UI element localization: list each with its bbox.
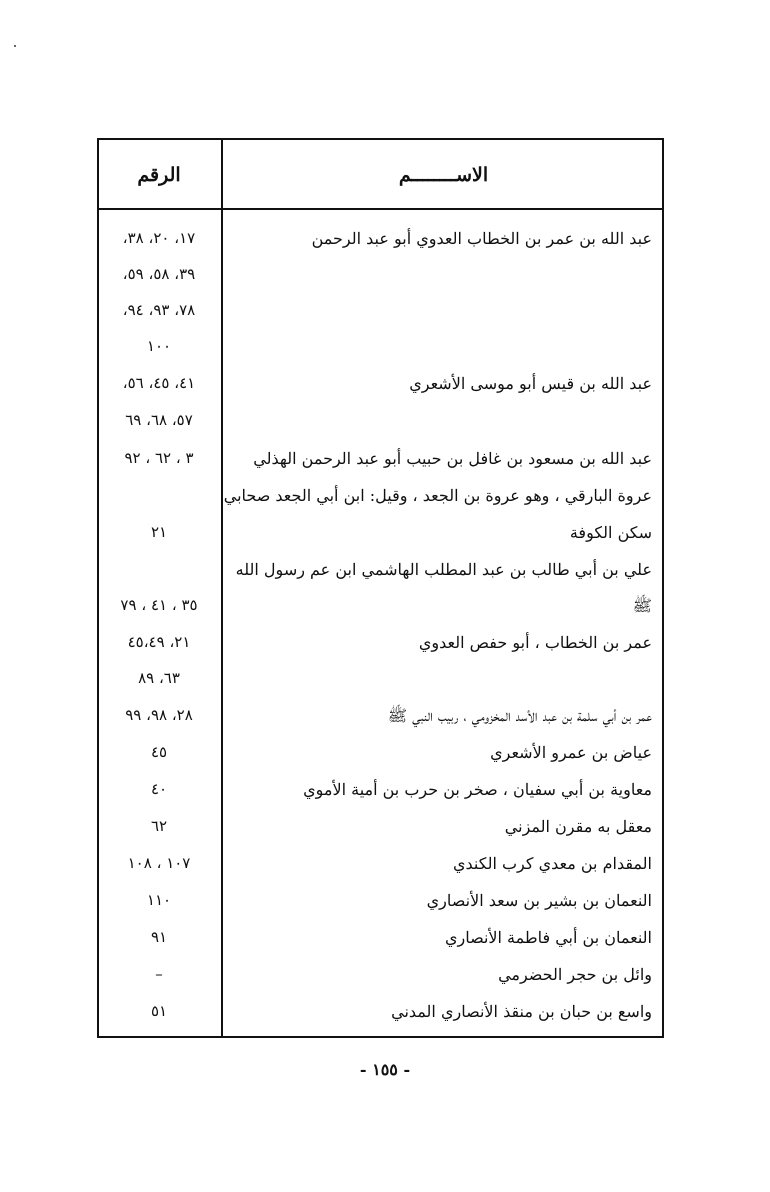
entry-number: ٢١ (150, 523, 168, 541)
entry-number: ١٠٧ ، ١٠٨ (127, 854, 191, 872)
entry-name (224, 292, 652, 329)
entry-name: عبد الله بن قيس أبو موسى الأشعري (409, 374, 652, 393)
entry-number: ٤٥ (150, 743, 168, 761)
entry-name: عبد الله بن مسعود بن غافل بن حبيب أبو عبد الرحمن الهذلي (253, 449, 652, 468)
entry-name: عياض بن عمرو الأشعري (490, 743, 652, 762)
entry-name: علي بن أبي طالب بن عبد المطلب الهاشمي ابن عم رسول الله (235, 560, 652, 579)
entry-name: عمر بن أبي سلمة بن عبد الأسد المخزومي ، ربيب النبي ﷺ (387, 706, 652, 725)
entry-name: معقل به مقرن المزني (504, 817, 652, 836)
entry-number: ٥٧، ٦٨، ٦٩ (125, 411, 193, 429)
entry-number: ٣٩، ٥٨، ٥٩، (122, 265, 196, 283)
entry-name: النعمان بن بشير بن سعد الأنصاري (426, 891, 652, 910)
entry-number: ٢١، ٤٥،٤٩ (127, 633, 191, 651)
entry-name: عبد الله بن عمر بن الخطاب العدوي أبو عبد الرحمن (311, 229, 652, 248)
entry-name: عروة البارقي ، وهو عروة بن الجعد ، وقيل: ابن أبي الجعد صحابي (224, 486, 652, 505)
entry-number: ١١٠ (146, 891, 172, 909)
entry-number: ١٠٠ (146, 337, 172, 355)
entry-name (224, 328, 652, 365)
entry-name (224, 256, 652, 293)
entry-name: معاوية بن أبي سفيان ، صخر بن حرب بن أمية الأموي (303, 780, 652, 799)
entry-number: ٢٨، ٩٨، ٩٩ (125, 706, 193, 724)
entry-name: وائل بن حجر الحضرمي (498, 965, 652, 984)
column-divider (221, 138, 223, 1038)
entry-name: النعمان بن أبي فاطمة الأنصاري (444, 928, 652, 947)
entry-name: ﷺ (632, 596, 652, 615)
entry-number: ٦٣، ٨٩ (138, 669, 180, 687)
entry-number: ٩١ (150, 928, 168, 946)
entry-number: ١٧، ٢٠، ٣٨، (122, 229, 196, 247)
entry-number: ٤٠ (150, 780, 168, 798)
entry-number: ٣ ، ٦٢ ، ٩٢ (124, 449, 194, 467)
entry-name: المقدام بن معدي كرب الكندي (452, 854, 652, 873)
entry-name: واسع بن حبان بن منقذ الأنصاري المدني (391, 1002, 652, 1021)
entry-name (224, 660, 652, 697)
entry-name (224, 402, 652, 439)
header-divider (97, 208, 664, 210)
entry-number: ٧٨، ٩٣، ٩٤، (122, 301, 196, 319)
entry-number: ٣٥ ، ٤١ ، ٧٩ (120, 596, 198, 614)
entry-number: – (155, 965, 163, 983)
entry-name: عمر بن الخطاب ، أبو حفص العدوي (418, 633, 652, 652)
entry-number: ٦٢ (150, 817, 168, 835)
scan-speck (14, 45, 16, 47)
entry-number (99, 551, 219, 588)
name-column-header: الاســــــــم (398, 164, 489, 186)
page-number: - ١٥٥ - (359, 1060, 411, 1079)
entry-number: ٥١ (150, 1002, 168, 1020)
entry-number: ٤١، ٤٥، ٥٦، (122, 374, 196, 392)
entry-name: سكن الكوفة (569, 523, 652, 542)
entry-number (99, 477, 219, 514)
number-column-header: الرقم (137, 164, 181, 186)
